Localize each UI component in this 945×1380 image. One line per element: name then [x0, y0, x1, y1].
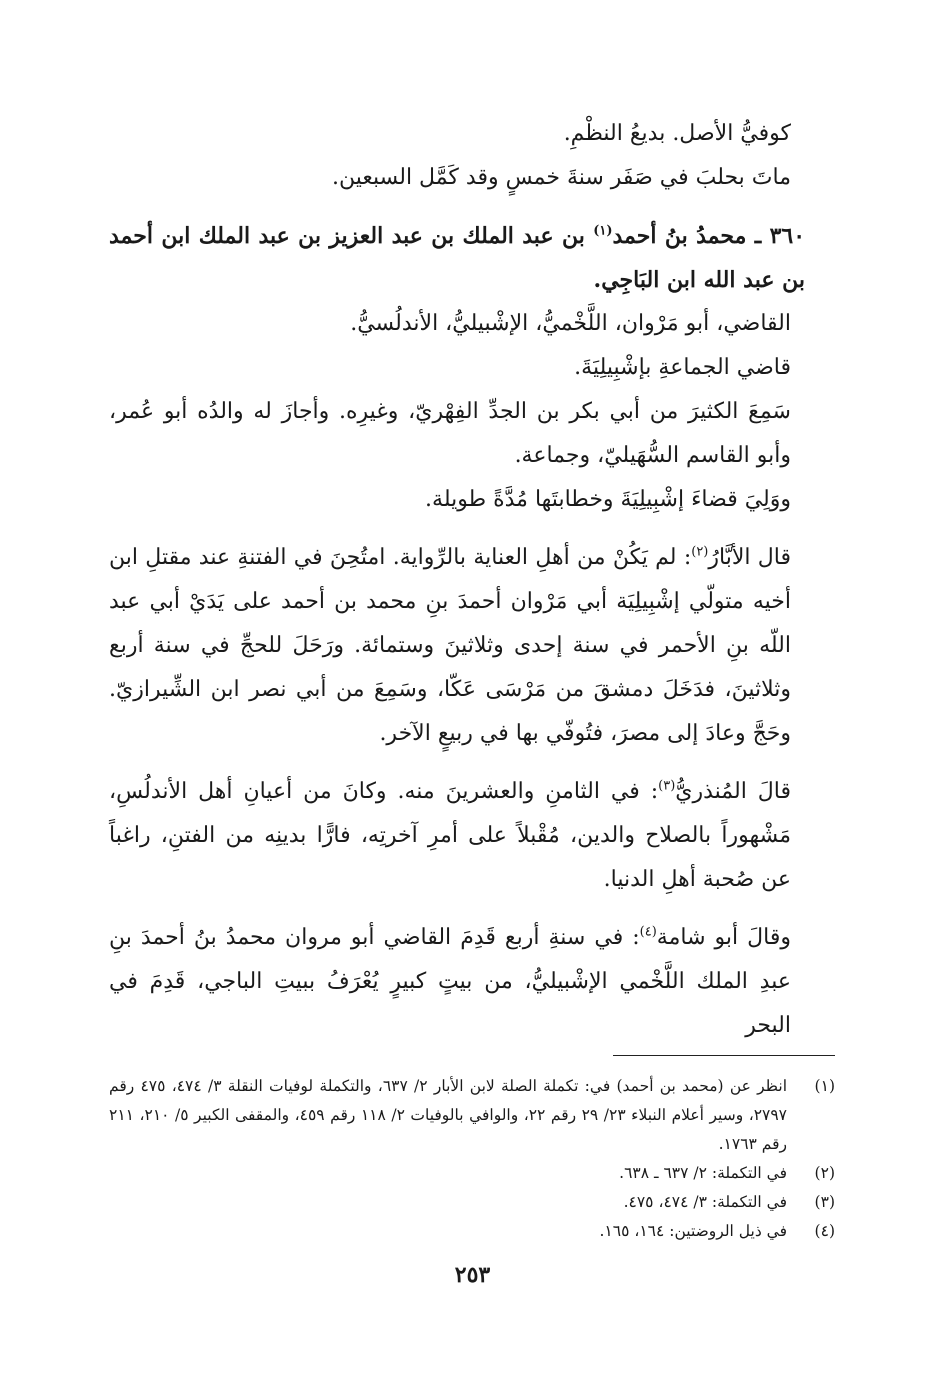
footnote-number: (٢) — [814, 1164, 835, 1182]
footnote-number: (٣) — [814, 1193, 835, 1211]
text-line: ووَلِيَ قضاءَ إشْبِيلِيَةَ وخطابتَها مُدَّةً طويلة. — [425, 487, 791, 512]
footnote-text: في ذيل الروضتين: ١٦٤، ١٦٥. — [599, 1222, 787, 1240]
paragraph-mundhiri — [109, 770, 835, 902]
footnote-text: انظر عن (محمد بن أحمد) في: تكملة الصلة لابن الأبار ٢/ ٦٣٧، والتكملة لوفيات النقلة ٣/ ٤٧٤، ٤٧٥ رقم ٢٧٩٧، وسير أعلام النبلاء ٢٣/ ٢٩ رقم ٢٢، والوافي بالوفيات ٢/ ١١٨ رقم ٤٥٩، والمقفى الكبير ٥/ ٢١٠، ٢١١ رقم ١٧٦٣. — [109, 1077, 788, 1153]
text-line: القاضي، أبو مَرْوان، اللَّخْميُّ، الإشْبيليُّ، الأندلُسيُّ. — [350, 311, 791, 336]
footnote-ref[interactable]: (١) — [593, 223, 613, 239]
footnote — [109, 1188, 835, 1217]
footnote-number: (٤) — [814, 1222, 835, 1240]
paragraph-lead: قالَ المُنذريُّ — [675, 779, 791, 804]
text-line: ماتَ بحلبَ في صَفَر سنةَ خمسٍ وقد كَمَّل السبعين. — [331, 165, 791, 190]
footnote-number: (١) — [814, 1077, 835, 1095]
page-number: ٢٥٣ — [454, 1262, 491, 1288]
footnote-divider — [613, 1055, 835, 1056]
paragraph-abbar — [109, 536, 835, 756]
paragraph-abushama — [109, 916, 835, 1048]
footnote-text: في التكملة: ٢/ ٦٣٧ ـ ٦٣٨. — [619, 1164, 787, 1182]
footnote — [109, 1072, 835, 1159]
paragraph-lead: وقالَ أبو شامة — [656, 925, 791, 950]
main-text — [109, 112, 835, 1048]
text-paragraph: سَمِعَ الكثيرَ من أبي بكر بن الجدِّ الفِهْريّ، وغيرِه. وأجازَ له والدُه أبو عُمر، وأبو القاسم السُّهَيليّ، وجماعة. — [109, 399, 791, 468]
entry-name-rest: بن عبد الملك بن عبد العزيز بن عبد الملك ابن أحمد بن عبد الله ابن البَاجِي. — [109, 223, 805, 293]
text-line: قاضي الجماعةِ بإشْبِيلِيَةَ. — [574, 355, 791, 380]
footnote-ref[interactable]: (٢) — [691, 544, 709, 560]
text-line: كوفيُّ الأصل. بديعُ النظْمِ. — [563, 121, 791, 146]
entry-heading — [109, 214, 835, 302]
footnote-ref[interactable]: (٣) — [658, 778, 676, 794]
paragraph-text: : في الثامنِ والعشرينَ منه. وكانَ من أعيانِ أهل الأندلُسِ، مَشْهوراً بالصلاح والدين، مُقْبلاً على أمرِ آخرتِه، فارًّا بدينِه من الفتنِ، راغباً عن صُحبة أهلِ الدنيا. — [109, 779, 791, 892]
footnote — [109, 1217, 835, 1246]
footnote-ref[interactable]: (٤) — [639, 924, 657, 940]
paragraph-lead: قال الأبَّارُ — [708, 545, 791, 570]
entry-number-name: ٣٦٠ ـ محمدُ بنُ أحمد — [612, 223, 806, 249]
footnote-text: في التكملة: ٣/ ٤٧٤، ٤٧٥. — [623, 1193, 787, 1211]
footnotes — [109, 1072, 835, 1246]
paragraph-text: : لم يَكُنْ من أهلِ العناية بالرِّواية. امتُحِنَ في الفتنةِ عند مقتلِ ابن أخيه متولّي إشْبِيلِيَة أبي مَرْوان أحمدَ بنِ محمد بن أحمد على يَدَيْ أبي عبد اللّه بنِ الأحمر في سنة إحدى وثلاثينَ وستمائة. ورَحَلَ للحجِّ في سنة أربع وثلاثينَ، فدَخَلَ دمشقَ من مَرْسَى عَكّا، وسَمِعَ من أبي نصر ابن الشِّيرازيّ. وحَجَّ وعادَ إلى مصرَ، فتُوفّي بها في ربيعٍ الآخر. — [109, 545, 791, 746]
footnote — [109, 1159, 835, 1188]
paragraph-text: : في سنةِ أربع قَدِمَ القاضي أبو مروان محمدُ بنُ أحمدَ بنِ عبدِ الملك اللَّخْمي الإشْبيليُّ، من بيتٍ كبيرٍ يُعْرَفُ ببيتِ الباجي، قَدِمَ في البحر — [109, 925, 791, 1038]
